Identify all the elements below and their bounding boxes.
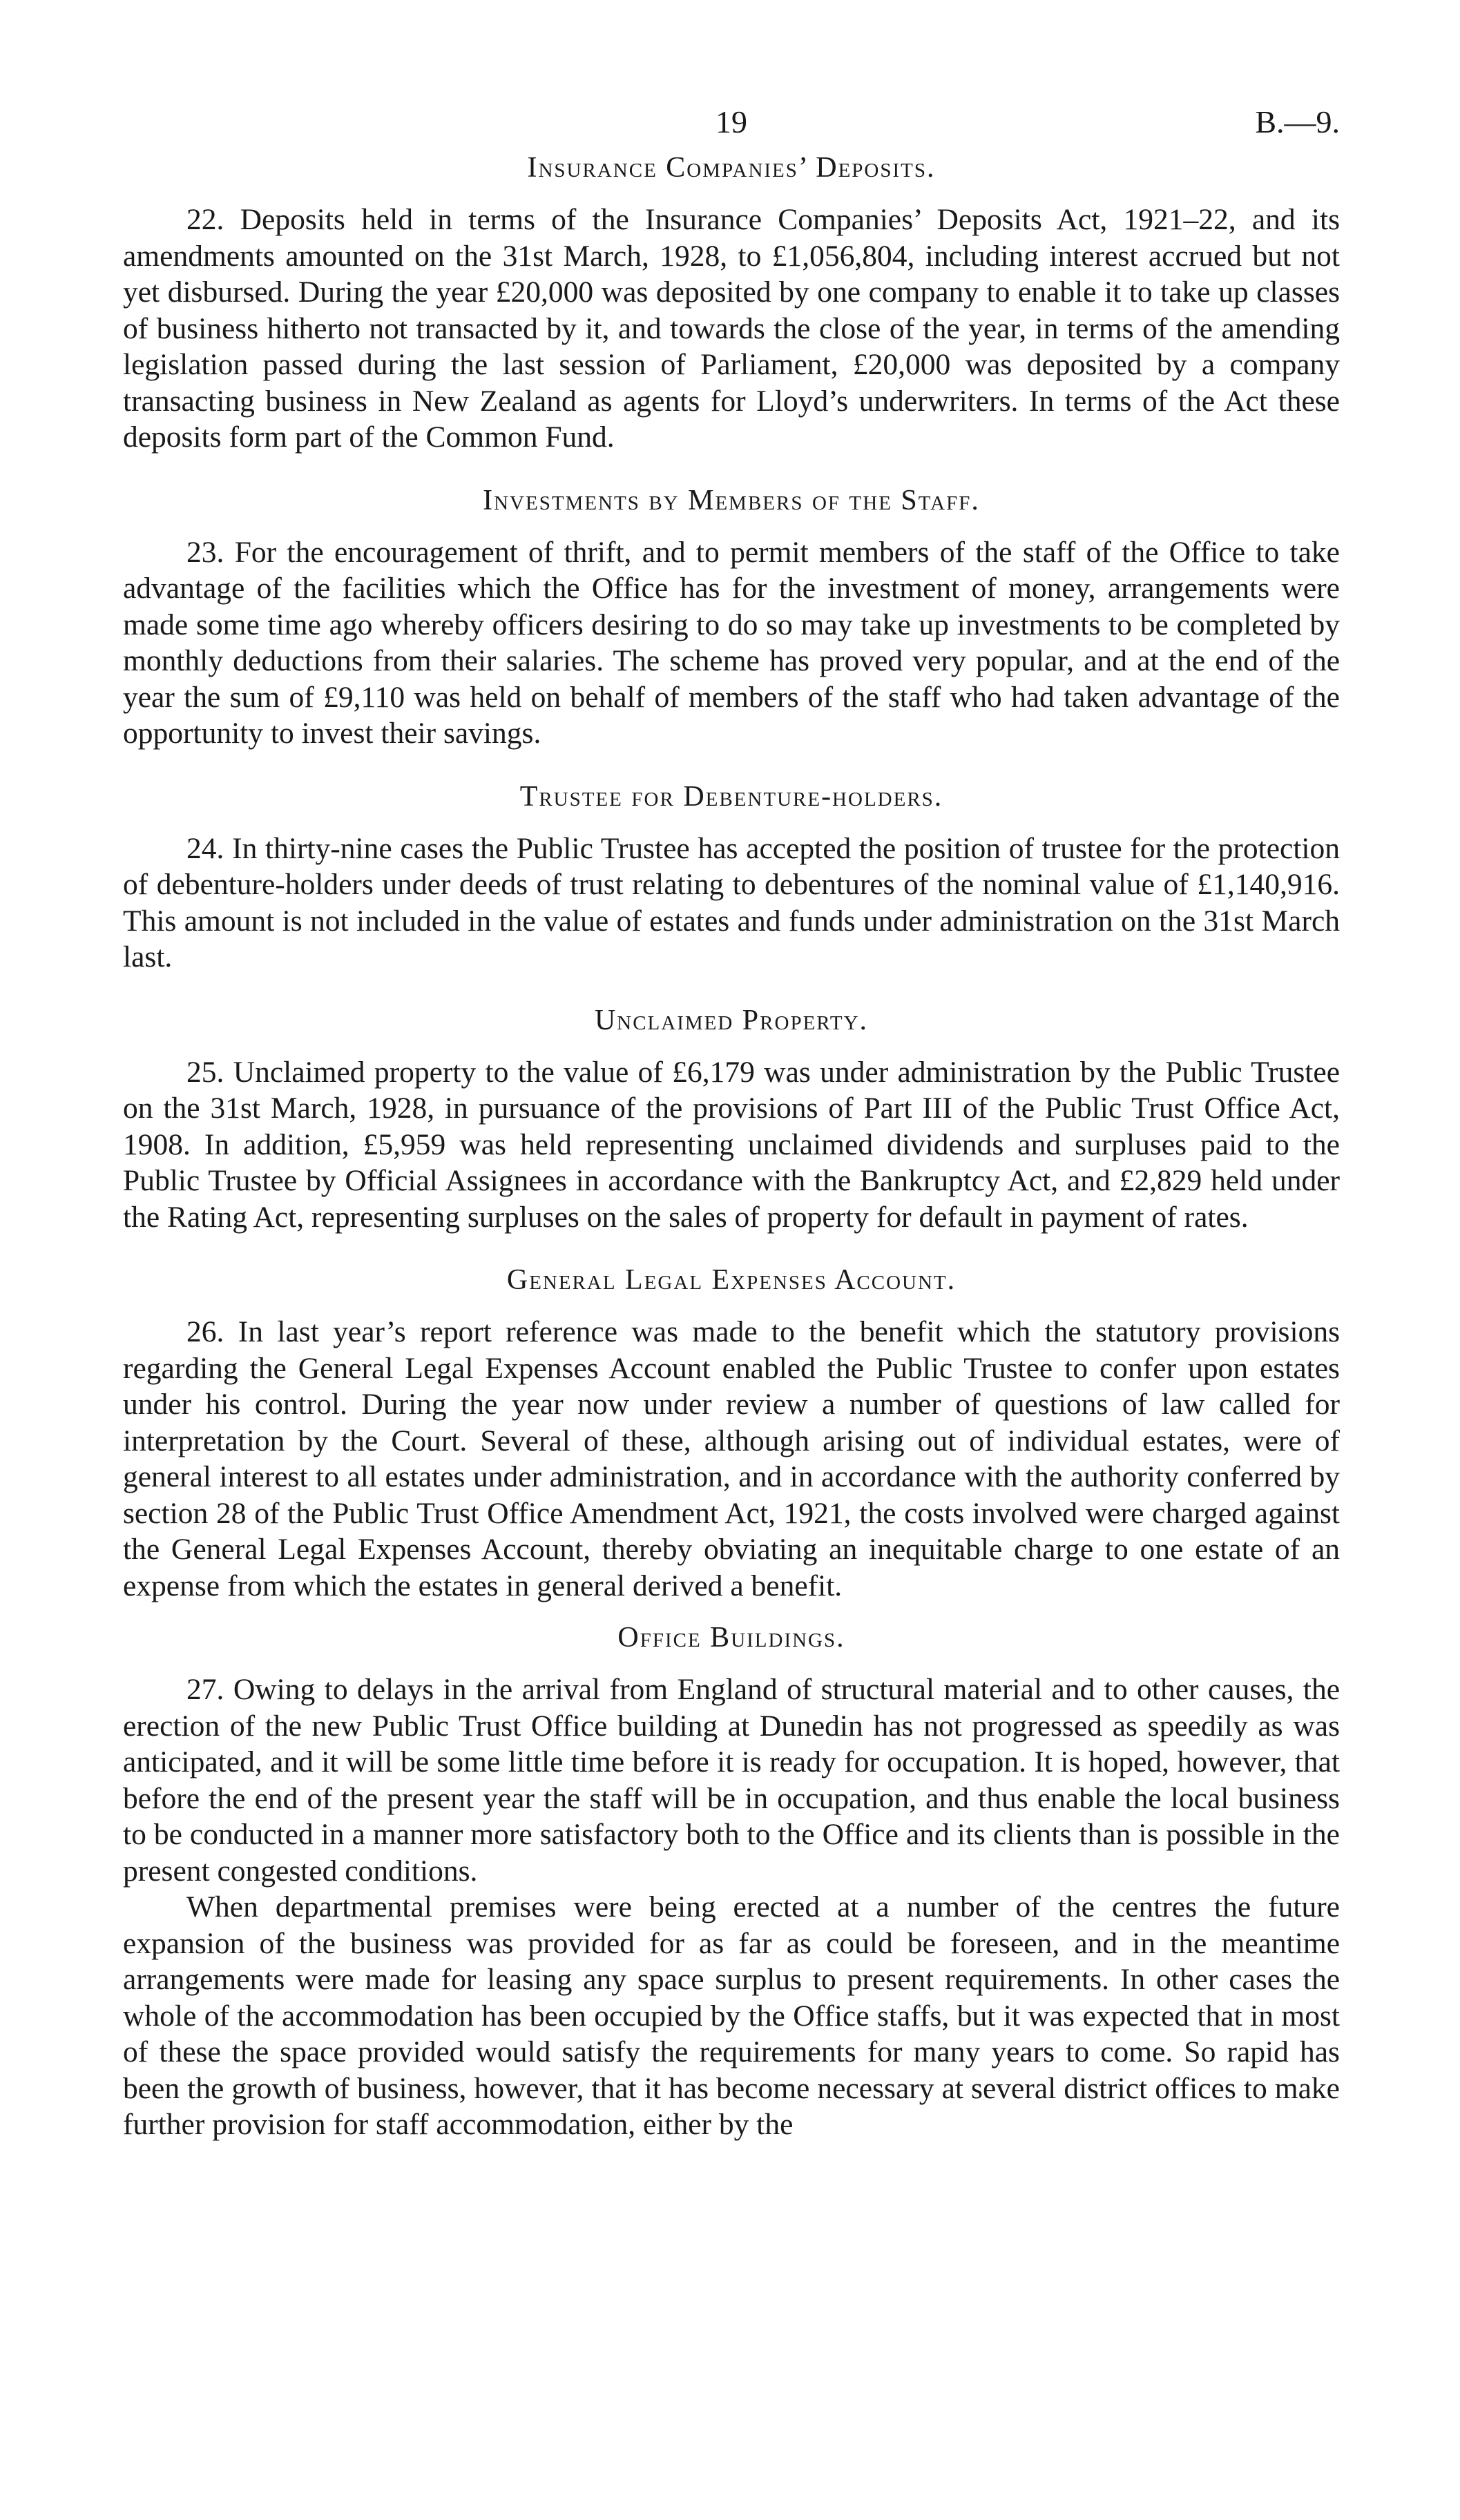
section-unclaimed-property	[123, 1005, 1340, 1236]
page-number: 19	[715, 104, 747, 139]
paragraph-27: 27. Owing to delays in the arrival from England of structural material and to other causes, the erection of the new Public Trust Office building at Dunedin has not progressed as speedily as was anticipated, and it will be some little time before it is ready for occupation. It is hoped, however, that before the end of the present year the staff will be in occupation, and thus enable the local business to be conducted in a manner more satisfactory both to the Office and its clients than is possible in the present congested conditions.	[123, 1673, 1340, 1888]
section-staff-investments	[123, 485, 1340, 752]
section-heading: General Legal Expenses Account.	[506, 1264, 957, 1296]
section-insurance-deposits	[123, 152, 1340, 456]
section-heading: Trustee for Debenture-holders.	[519, 780, 943, 813]
document-reference: B.—9.	[1255, 104, 1340, 139]
section-heading: Investments by Members of the Staff.	[483, 484, 980, 516]
paragraph-23: 23. For the encouragement of thrift, and to permit members of the staff of the Office to take advantage of the facilities which the Office has for the investment of money, arrangements were made some time ago whereby officers desiring to do so may take up investments to be completed by monthly deductions from their salaries. The scheme has proved very popular, and at the end of the year the sum of £9,110 was held on behalf of members of the staff who had taken advantage of the opportunity to invest their savings.	[123, 535, 1340, 750]
running-head	[123, 104, 1340, 152]
section-office-buildings	[123, 1622, 1340, 2143]
section-debenture-trustee	[123, 781, 1340, 976]
section-heading: Office Buildings.	[617, 1622, 845, 1654]
section-heading: Unclaimed Property.	[594, 1004, 869, 1036]
paragraph-22: 22. Deposits held in terms of the Insurance Companies’ Deposits Act, 1921–22, and its amendments amounted on the 31st March, 1928, to £1,056,804, including interest accrued but not yet disbursed. During the year £20,000 was deposited by one company to enable it to take up classes of business hitherto not transacted by it, and towards the close of the year, in terms of the amending legislation passed during the last session of Parliament, £20,000 was deposited by a company transacting business in New Zealand as agents for Lloyd’s underwriters. In terms of the Act these deposits form part of the Common Fund.	[123, 203, 1340, 454]
paragraph-24: 24. In thirty-nine cases the Public Trustee has accepted the position of trustee for the protection of debenture-holders under deeds of trust relating to debentures of the nominal value of £1,140,916. This amount is not included in the value of estates and funds under administration on the 31st March last.	[123, 831, 1340, 973]
paragraph-27-continued: When departmental premises were being erected at a number of the centres the future expansion of the business was provided for as far as could be foreseen, and in the meantime arrangements were made for leasing any space surplus to present requirements. In other cases the whole of the accommodation has been occupied by the Office staffs, but it was expected that in most of these the space provided would satisfy the requirements for many years to come. So rapid has been the growth of business, however, that it has become necessary at several district offices to make further provision for staff accommodation, either by the	[123, 1890, 1340, 2141]
paragraph-26: 26. In last year’s report reference was made to the benefit which the statutory provisions regarding the General Legal Expenses Account enabled the Public Trustee to confer upon estates under his control. During the year now under review a number of questions of law called for interpretation by the Court. Several of these, although arising out of individual estates, were of general interest to all estates under administration, and in accordance with the authority conferred by section 28 of the Public Trust Office Amendment Act, 1921, the costs involved were charged against the General Legal Expenses Account, thereby obviating an inequitable charge to one estate of an expense from which the estates in general derived a benefit.	[123, 1315, 1340, 1602]
paragraph-25: 25. Unclaimed property to the value of £6,179 was under administration by the Public Trustee on the 31st March, 1928, in pursuance of the provisions of Part III of the Public Trust Office Act, 1908. In addition, £5,959 was held representing unclaimed dividends and surpluses paid to the Public Trustee by Official Assignees in accordance with the Bankruptcy Act, and £2,829 held under the Rating Act, representing surpluses on the sales of property for default in payment of rates.	[123, 1055, 1340, 1234]
section-legal-expenses	[123, 1264, 1340, 1604]
document-page	[123, 104, 1340, 2143]
section-heading: Insurance Companies’ Deposits.	[527, 152, 936, 184]
